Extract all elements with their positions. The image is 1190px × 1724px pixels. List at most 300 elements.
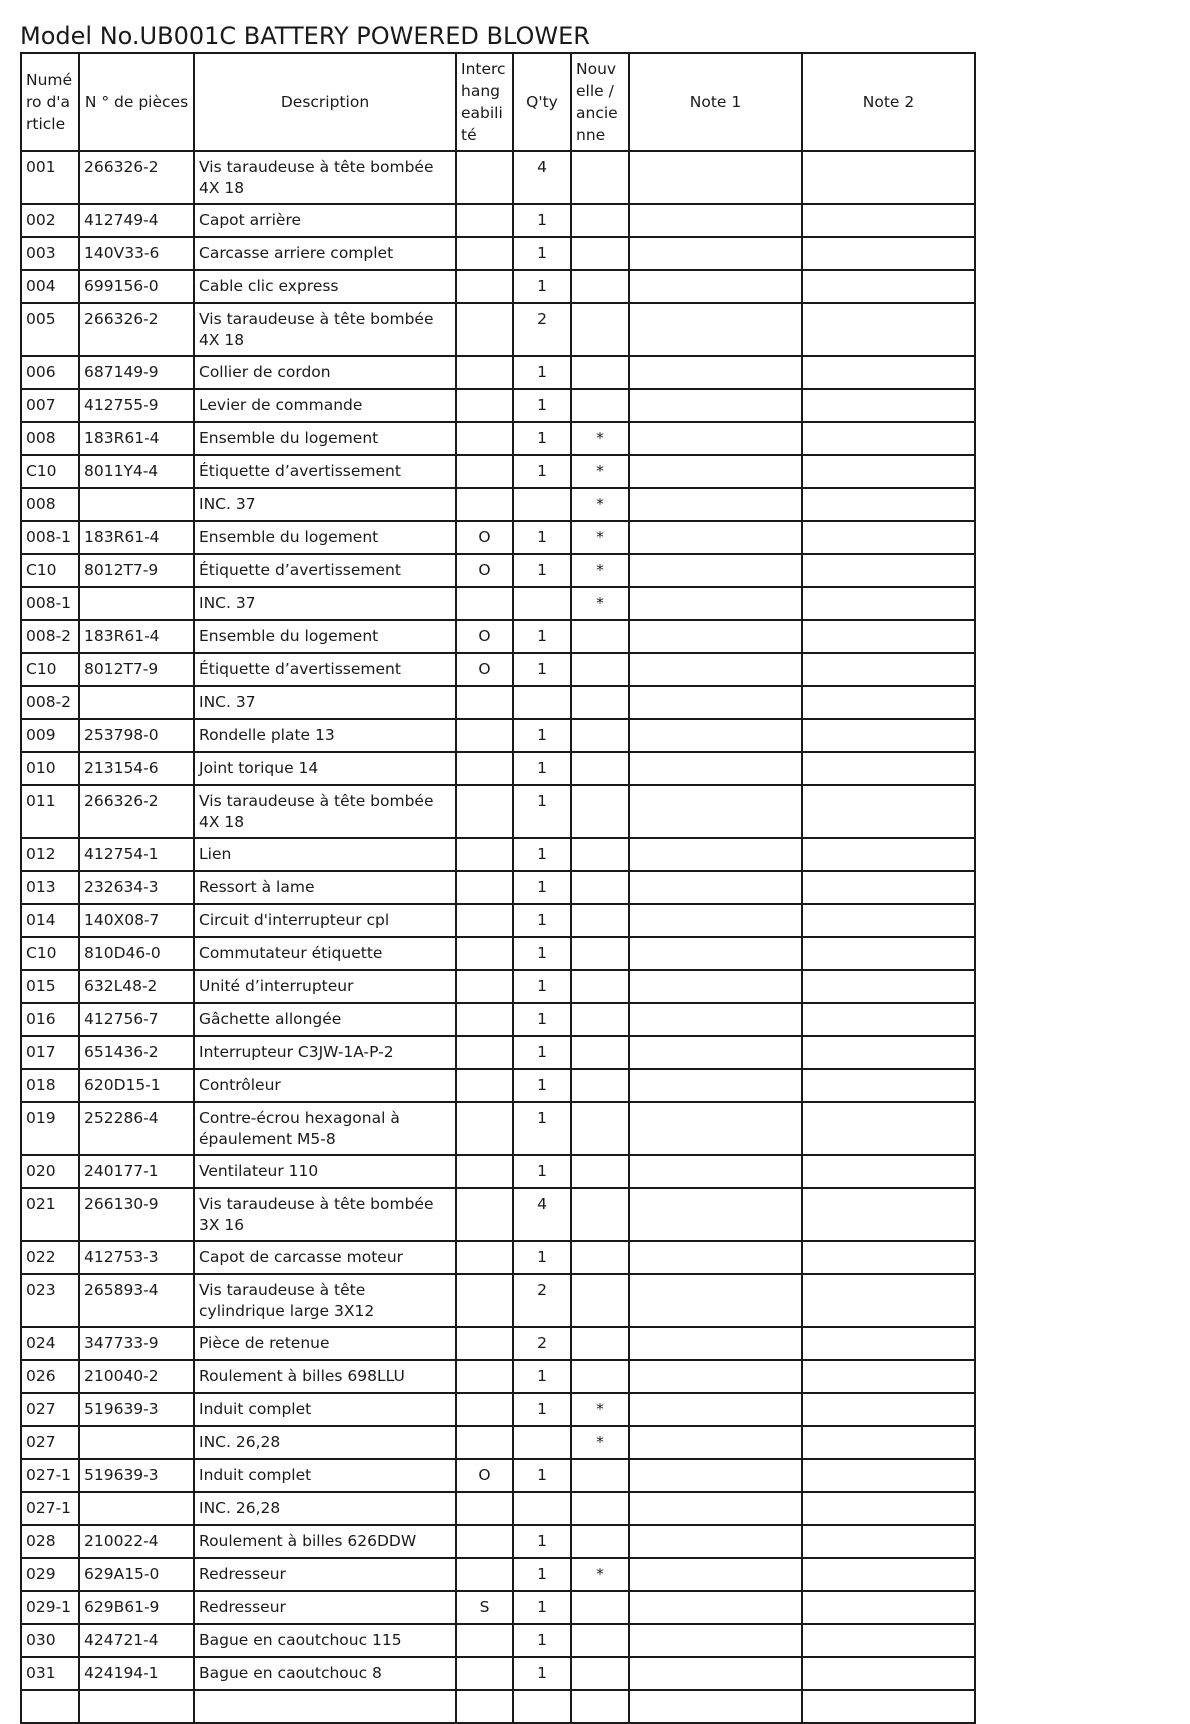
note-1-cell <box>629 521 802 554</box>
part-number-cell <box>79 1492 194 1525</box>
note-2-cell <box>802 1393 975 1426</box>
table-row <box>21 1188 975 1241</box>
note-2-cell <box>802 653 975 686</box>
part-number-cell: 8012T7-9 <box>79 554 194 587</box>
item-number-cell: 008 <box>21 488 79 521</box>
new-old-cell <box>571 1155 629 1188</box>
description-cell: Commutateur étiquette <box>194 937 456 970</box>
item-number-cell: 009 <box>21 719 79 752</box>
quantity-cell: 1 <box>513 1003 571 1036</box>
part-number-cell: 629B61-9 <box>79 1591 194 1624</box>
note-2-cell <box>802 1492 975 1525</box>
part-number-cell: 699156-0 <box>79 270 194 303</box>
note-1-cell <box>629 488 802 521</box>
quantity-cell: 1 <box>513 970 571 1003</box>
new-old-cell <box>571 1102 629 1155</box>
note-2-cell <box>802 270 975 303</box>
note-1-cell <box>629 389 802 422</box>
note-2-cell <box>802 356 975 389</box>
table-row <box>21 1241 975 1274</box>
item-number-cell: 019 <box>21 1102 79 1155</box>
note-2-cell <box>802 488 975 521</box>
note-1-cell <box>629 1492 802 1525</box>
table-row <box>21 151 975 204</box>
quantity-cell: 1 <box>513 785 571 838</box>
table-row <box>21 1102 975 1155</box>
header-description: Description <box>194 53 456 151</box>
new-old-cell: * <box>571 455 629 488</box>
table-row <box>21 303 975 356</box>
part-number-cell: 632L48-2 <box>79 970 194 1003</box>
description-cell: INC. 37 <box>194 488 456 521</box>
header-new-old: Nouvelle / ancienne <box>571 53 629 151</box>
note-1-cell <box>629 752 802 785</box>
table-row <box>21 204 975 237</box>
quantity-cell: 1 <box>513 1558 571 1591</box>
note-1-cell <box>629 970 802 1003</box>
note-2-cell <box>802 303 975 356</box>
description-cell: Pièce de retenue <box>194 1327 456 1360</box>
part-number-cell: 265893-4 <box>79 1274 194 1327</box>
item-number-cell: 016 <box>21 1003 79 1036</box>
description-cell: Capot de carcasse moteur <box>194 1241 456 1274</box>
part-number-cell: 140V33-6 <box>79 237 194 270</box>
quantity-cell: 1 <box>513 1036 571 1069</box>
description-cell: Contre-écrou hexagonal à épaulement M5-8 <box>194 1102 456 1155</box>
interchangeability-cell <box>456 1327 513 1360</box>
quantity-cell <box>513 1426 571 1459</box>
interchangeability-cell <box>456 1241 513 1274</box>
new-old-cell <box>571 1327 629 1360</box>
table-row <box>21 1657 975 1690</box>
quantity-cell <box>513 587 571 620</box>
new-old-cell: * <box>571 587 629 620</box>
new-old-cell <box>571 838 629 871</box>
note-1-cell <box>629 270 802 303</box>
note-1-cell <box>629 871 802 904</box>
note-1-cell <box>629 1069 802 1102</box>
description-cell: Carcasse arriere complet <box>194 237 456 270</box>
interchangeability-cell <box>456 686 513 719</box>
description-cell: Lien <box>194 838 456 871</box>
new-old-cell: * <box>571 1393 629 1426</box>
note-2-cell <box>802 1036 975 1069</box>
item-number-cell: 027-1 <box>21 1492 79 1525</box>
table-row <box>21 1327 975 1360</box>
new-old-cell <box>571 970 629 1003</box>
interchangeability-cell <box>456 1690 513 1723</box>
table-row <box>21 1591 975 1624</box>
item-number-cell: 008-2 <box>21 686 79 719</box>
table-row <box>21 587 975 620</box>
interchangeability-cell <box>456 587 513 620</box>
part-number-cell <box>79 1426 194 1459</box>
note-1-cell <box>629 1624 802 1657</box>
description-cell: Bague en caoutchouc 8 <box>194 1657 456 1690</box>
part-number-cell: 213154-6 <box>79 752 194 785</box>
quantity-cell: 1 <box>513 237 571 270</box>
quantity-cell: 1 <box>513 871 571 904</box>
quantity-cell: 1 <box>513 653 571 686</box>
interchangeability-cell <box>456 1274 513 1327</box>
interchangeability-cell <box>456 1069 513 1102</box>
item-number-cell: 008-2 <box>21 620 79 653</box>
item-number-cell: 021 <box>21 1188 79 1241</box>
quantity-cell: 2 <box>513 1274 571 1327</box>
table-row <box>21 554 975 587</box>
new-old-cell <box>571 303 629 356</box>
table-row <box>21 1426 975 1459</box>
interchangeability-cell <box>456 151 513 204</box>
quantity-cell: 1 <box>513 422 571 455</box>
header-item-number: Numéro d'article <box>21 53 79 151</box>
interchangeability-cell <box>456 1360 513 1393</box>
new-old-cell: * <box>571 1426 629 1459</box>
new-old-cell <box>571 1003 629 1036</box>
quantity-cell: 1 <box>513 719 571 752</box>
part-number-cell: 347733-9 <box>79 1327 194 1360</box>
item-number-cell: 010 <box>21 752 79 785</box>
item-number-cell: 017 <box>21 1036 79 1069</box>
item-number-cell <box>21 1690 79 1723</box>
quantity-cell: 2 <box>513 303 571 356</box>
interchangeability-cell: O <box>456 521 513 554</box>
note-2-cell <box>802 1360 975 1393</box>
item-number-cell: C10 <box>21 455 79 488</box>
interchangeability-cell <box>456 752 513 785</box>
quantity-cell: 1 <box>513 1069 571 1102</box>
quantity-cell: 1 <box>513 1155 571 1188</box>
description-cell: Étiquette d’avertissement <box>194 455 456 488</box>
description-cell: Induit complet <box>194 1459 456 1492</box>
description-cell: Ventilateur 110 <box>194 1155 456 1188</box>
description-cell: Induit complet <box>194 1393 456 1426</box>
interchangeability-cell <box>456 719 513 752</box>
part-number-cell: 687149-9 <box>79 356 194 389</box>
note-2-cell <box>802 389 975 422</box>
quantity-cell: 1 <box>513 554 571 587</box>
table-row <box>21 1492 975 1525</box>
description-cell: INC. 26,28 <box>194 1492 456 1525</box>
header-note-2: Note 2 <box>802 53 975 151</box>
table-row <box>21 904 975 937</box>
item-number-cell: 014 <box>21 904 79 937</box>
part-number-cell: 183R61-4 <box>79 620 194 653</box>
part-number-cell: 424194-1 <box>79 1657 194 1690</box>
note-1-cell <box>629 838 802 871</box>
note-2-cell <box>802 1426 975 1459</box>
quantity-cell <box>513 488 571 521</box>
note-1-cell <box>629 554 802 587</box>
table-row <box>21 937 975 970</box>
quantity-cell: 1 <box>513 904 571 937</box>
note-1-cell <box>629 237 802 270</box>
part-number-cell: 266326-2 <box>79 151 194 204</box>
part-number-cell: 412754-1 <box>79 838 194 871</box>
item-number-cell: 027-1 <box>21 1459 79 1492</box>
description-cell: Circuit d'interrupteur cpl <box>194 904 456 937</box>
interchangeability-cell: O <box>456 1459 513 1492</box>
new-old-cell <box>571 871 629 904</box>
new-old-cell <box>571 785 629 838</box>
new-old-cell <box>571 1624 629 1657</box>
note-2-cell <box>802 937 975 970</box>
part-number-cell: 210022-4 <box>79 1525 194 1558</box>
new-old-cell: * <box>571 488 629 521</box>
item-number-cell: 004 <box>21 270 79 303</box>
part-number-cell: 253798-0 <box>79 719 194 752</box>
note-2-cell <box>802 1102 975 1155</box>
description-cell: Collier de cordon <box>194 356 456 389</box>
table-row <box>21 521 975 554</box>
table-row <box>21 1155 975 1188</box>
quantity-cell: 2 <box>513 1327 571 1360</box>
item-number-cell: 008-1 <box>21 521 79 554</box>
note-1-cell <box>629 1657 802 1690</box>
new-old-cell <box>571 1459 629 1492</box>
new-old-cell <box>571 904 629 937</box>
header-interchangeability: Interchangeabilité <box>456 53 513 151</box>
note-1-cell <box>629 303 802 356</box>
description-cell: Levier de commande <box>194 389 456 422</box>
part-number-cell <box>79 587 194 620</box>
description-cell: Étiquette d’avertissement <box>194 554 456 587</box>
description-cell: Joint torique 14 <box>194 752 456 785</box>
interchangeability-cell: O <box>456 653 513 686</box>
note-2-cell <box>802 521 975 554</box>
note-1-cell <box>629 653 802 686</box>
quantity-cell: 1 <box>513 752 571 785</box>
table-row <box>21 1459 975 1492</box>
new-old-cell <box>571 1188 629 1241</box>
note-1-cell <box>629 1690 802 1723</box>
note-2-cell <box>802 1327 975 1360</box>
interchangeability-cell <box>456 455 513 488</box>
description-cell: Unité d’interrupteur <box>194 970 456 1003</box>
item-number-cell: 008-1 <box>21 587 79 620</box>
table-row <box>21 1274 975 1327</box>
note-2-cell <box>802 620 975 653</box>
new-old-cell <box>571 1274 629 1327</box>
part-number-cell: 266130-9 <box>79 1188 194 1241</box>
header-note-1: Note 1 <box>629 53 802 151</box>
description-cell: Ensemble du logement <box>194 422 456 455</box>
description-cell: Rondelle plate 13 <box>194 719 456 752</box>
parts-list-table <box>20 52 976 1724</box>
new-old-cell <box>571 1036 629 1069</box>
item-number-cell: 015 <box>21 970 79 1003</box>
table-row <box>21 488 975 521</box>
note-1-cell <box>629 1327 802 1360</box>
quantity-cell: 1 <box>513 455 571 488</box>
part-number-cell: 424721-4 <box>79 1624 194 1657</box>
interchangeability-cell <box>456 1624 513 1657</box>
interchangeability-cell <box>456 422 513 455</box>
note-2-cell <box>802 1155 975 1188</box>
part-number-cell: 252286-4 <box>79 1102 194 1155</box>
part-number-cell: 183R61-4 <box>79 521 194 554</box>
note-1-cell <box>629 719 802 752</box>
note-2-cell <box>802 1003 975 1036</box>
interchangeability-cell <box>456 1393 513 1426</box>
quantity-cell: 1 <box>513 1459 571 1492</box>
quantity-cell: 1 <box>513 204 571 237</box>
table-row <box>21 653 975 686</box>
item-number-cell: 007 <box>21 389 79 422</box>
note-2-cell <box>802 455 975 488</box>
new-old-cell: * <box>571 422 629 455</box>
description-cell: Vis taraudeuse à tête bombée 4X 18 <box>194 303 456 356</box>
item-number-cell: 002 <box>21 204 79 237</box>
table-row <box>21 785 975 838</box>
note-2-cell <box>802 587 975 620</box>
note-1-cell <box>629 1003 802 1036</box>
note-1-cell <box>629 1102 802 1155</box>
note-1-cell <box>629 1274 802 1327</box>
item-number-cell: 011 <box>21 785 79 838</box>
item-number-cell: 023 <box>21 1274 79 1327</box>
description-cell: Gâchette allongée <box>194 1003 456 1036</box>
part-number-cell: 8012T7-9 <box>79 653 194 686</box>
table-row <box>21 719 975 752</box>
description-cell: INC. 37 <box>194 587 456 620</box>
note-1-cell <box>629 422 802 455</box>
new-old-cell <box>571 237 629 270</box>
new-old-cell <box>571 1690 629 1723</box>
new-old-cell <box>571 1069 629 1102</box>
note-2-cell <box>802 1591 975 1624</box>
note-1-cell <box>629 151 802 204</box>
new-old-cell <box>571 204 629 237</box>
interchangeability-cell <box>456 204 513 237</box>
description-cell: Vis taraudeuse à tête bombée 3X 16 <box>194 1188 456 1241</box>
new-old-cell <box>571 719 629 752</box>
item-number-cell: 029 <box>21 1558 79 1591</box>
note-2-cell <box>802 554 975 587</box>
part-number-cell: 183R61-4 <box>79 422 194 455</box>
new-old-cell <box>571 620 629 653</box>
part-number-cell: 140X08-7 <box>79 904 194 937</box>
part-number-cell: 629A15-0 <box>79 1558 194 1591</box>
note-1-cell <box>629 1558 802 1591</box>
note-2-cell <box>802 970 975 1003</box>
note-1-cell <box>629 1426 802 1459</box>
description-cell: INC. 26,28 <box>194 1426 456 1459</box>
table-row <box>21 1003 975 1036</box>
quantity-cell: 1 <box>513 937 571 970</box>
table-row <box>21 422 975 455</box>
table-header-row <box>21 53 975 151</box>
table-row <box>21 389 975 422</box>
interchangeability-cell <box>456 937 513 970</box>
table-row <box>21 620 975 653</box>
description-cell: INC. 37 <box>194 686 456 719</box>
description-cell: Ensemble du logement <box>194 521 456 554</box>
table-row <box>21 270 975 303</box>
table-row <box>21 1069 975 1102</box>
note-2-cell <box>802 1558 975 1591</box>
new-old-cell <box>571 1241 629 1274</box>
table-row <box>21 752 975 785</box>
item-number-cell: 027 <box>21 1393 79 1426</box>
note-2-cell <box>802 1459 975 1492</box>
note-2-cell <box>802 151 975 204</box>
description-cell: Vis taraudeuse à tête cylindrique large 3X12 <box>194 1274 456 1327</box>
quantity-cell: 4 <box>513 1188 571 1241</box>
new-old-cell: * <box>571 1558 629 1591</box>
part-number-cell: 519639-3 <box>79 1393 194 1426</box>
note-2-cell <box>802 719 975 752</box>
note-1-cell <box>629 1188 802 1241</box>
new-old-cell <box>571 356 629 389</box>
interchangeability-cell <box>456 871 513 904</box>
note-1-cell <box>629 1525 802 1558</box>
interchangeability-cell <box>456 1036 513 1069</box>
table-row <box>21 356 975 389</box>
item-number-cell: C10 <box>21 937 79 970</box>
note-1-cell <box>629 1241 802 1274</box>
item-number-cell: 029-1 <box>21 1591 79 1624</box>
interchangeability-cell <box>456 1188 513 1241</box>
note-1-cell <box>629 904 802 937</box>
table-row <box>21 1690 975 1723</box>
interchangeability-cell <box>456 1525 513 1558</box>
note-2-cell <box>802 1525 975 1558</box>
note-2-cell <box>802 686 975 719</box>
quantity-cell: 1 <box>513 1393 571 1426</box>
description-cell: Vis taraudeuse à tête bombée 4X 18 <box>194 151 456 204</box>
note-2-cell <box>802 1690 975 1723</box>
interchangeability-cell <box>456 270 513 303</box>
item-number-cell: 027 <box>21 1426 79 1459</box>
description-cell: Étiquette d’avertissement <box>194 653 456 686</box>
table-row <box>21 871 975 904</box>
part-number-cell: 412749-4 <box>79 204 194 237</box>
part-number-cell: 240177-1 <box>79 1155 194 1188</box>
part-number-cell: 8011Y4-4 <box>79 455 194 488</box>
part-number-cell: 232634-3 <box>79 871 194 904</box>
note-1-cell <box>629 1459 802 1492</box>
document-title: Model No.UB001C BATTERY POWERED BLOWER <box>20 22 590 50</box>
part-number-cell: 412753-3 <box>79 1241 194 1274</box>
note-2-cell <box>802 1241 975 1274</box>
interchangeability-cell: O <box>456 620 513 653</box>
part-number-cell: 412756-7 <box>79 1003 194 1036</box>
note-2-cell <box>802 904 975 937</box>
part-number-cell: 266326-2 <box>79 785 194 838</box>
note-1-cell <box>629 785 802 838</box>
item-number-cell: C10 <box>21 554 79 587</box>
item-number-cell: 024 <box>21 1327 79 1360</box>
part-number-cell <box>79 686 194 719</box>
table-row <box>21 1360 975 1393</box>
description-cell: Ressort à lame <box>194 871 456 904</box>
description-cell: Contrôleur <box>194 1069 456 1102</box>
header-quantity: Q'ty <box>513 53 571 151</box>
description-cell: Redresseur <box>194 1558 456 1591</box>
note-1-cell <box>629 1360 802 1393</box>
interchangeability-cell <box>456 237 513 270</box>
quantity-cell <box>513 686 571 719</box>
interchangeability-cell <box>456 904 513 937</box>
quantity-cell: 1 <box>513 521 571 554</box>
interchangeability-cell <box>456 1426 513 1459</box>
part-number-cell: 810D46-0 <box>79 937 194 970</box>
new-old-cell <box>571 1492 629 1525</box>
new-old-cell <box>571 1525 629 1558</box>
item-number-cell: 031 <box>21 1657 79 1690</box>
note-2-cell <box>802 1274 975 1327</box>
